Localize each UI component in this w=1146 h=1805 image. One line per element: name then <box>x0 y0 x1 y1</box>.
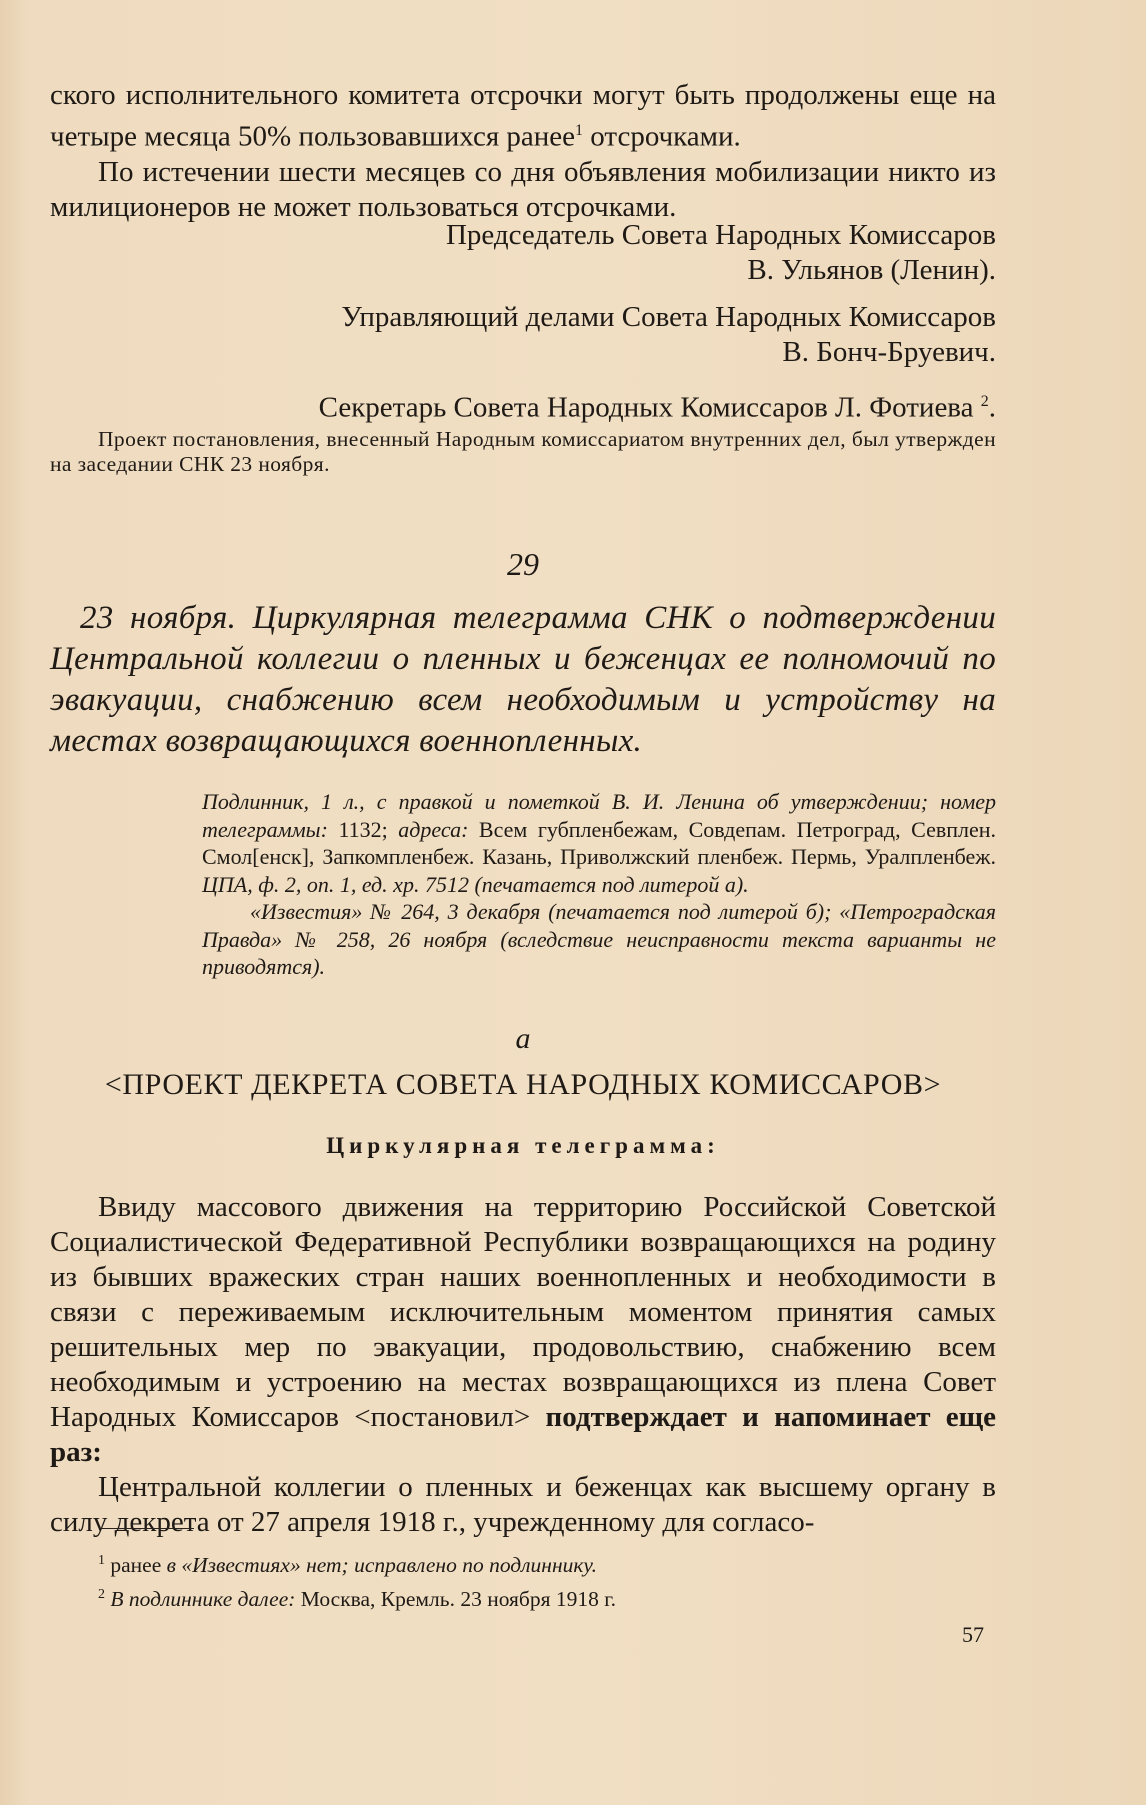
source-original: Подлинник, 1 л., с правкой и пометкой В. И. Ленина об утверждении; номер телеграммы: 1132; адреса: Всем губпленбежам, Совдепам. Петроград, Севплен. Смол[енск], Запкомпленбеж. Казань, Приволжский пленбеж. Пермь, Уралпленбеж. ЦПА, ф. 2, оп. 1, ед. хр. 7512 (печатается под литерой а). <box>202 789 997 897</box>
secretary-line: Секретарь Совета Народных Комиссаров Л. Фотиева $^2$. <box>318 391 996 424</box>
section-letter: а <box>515 1022 531 1055</box>
manager-title: Управляющий делами Совета Народных Комиссаров <box>341 301 996 333</box>
footnote-ref-1: 1 <box>575 122 584 139</box>
manager-name: В. Бонч-Бруевич. <box>782 336 996 368</box>
footnote-ref-2: 2 <box>980 393 989 410</box>
telegram-paragraph-1: Ввиду массового движения на территорию Российской Советской Социалистической Федеративной Республики возвращающихся на родину из бывших вражеских стран наших военнопленных и необходимости в связи с переживаемым исключительным моментом принятия самых решительных мер по эвакуации, продовольствию, снабжению всем необходимым и устроению на местах возвращающихся из плена Совет Народных Комиссаров <постановил> подтверждает и напоминает еще раз: <box>50 1191 996 1468</box>
telegram-body <box>50 1190 996 1540</box>
footnote-rule <box>100 1528 194 1529</box>
telegram-paragraph-2: Центральной коллегии о пленных и беженцах как высшему органу в силу декрета от 27 апреля 1918 г., учрежденному для согласо- <box>50 1471 996 1538</box>
page-number: 57 <box>962 1622 984 1647</box>
footnote-2: $^2$ В подлиннике далее: Москва, Кремль. 23 ноября 1918 г. <box>98 1587 617 1612</box>
project-heading: <ПРОЕКТ ДЕКРЕТА СОВЕТА НАРОДНЫХ КОМИССАРОВ> <box>104 1068 942 1101</box>
telegram-subtitle: Циркулярная телеграмма: <box>326 1133 720 1158</box>
signatures-block <box>50 218 996 426</box>
paragraph-continuation: ского исполнительного комитета отсрочки могут быть продолжены еще на четыре месяца 50% пользовавшихся ранее$^1$ отсрочками. <box>50 79 996 153</box>
document-number: 29 <box>507 546 539 582</box>
source-publications: «Известия» № 264, 3 декабря (печатается под литерой б); «Петроградская Правда» № 258, 26 ноября (вследствие неисправности текста варианты не приводятся). <box>202 899 996 979</box>
continuation-text <box>50 78 996 225</box>
chair-title: Председатель Совета Народных Комиссаров <box>445 219 996 251</box>
footnotes <box>50 1546 996 1614</box>
paragraph-deadline: По истечении шести месяцев со дня объявления мобилизации никто из милиционеров не может пользоваться отсрочками. <box>50 155 996 223</box>
editor-note: Проект постановления, внесенный Народным комиссариатом внутренних дел, был утвержден на заседании СНК 23 ноября. <box>50 427 996 476</box>
footnote-1: $^1$ ранее в «Известиях» нет; исправлено по подлиннику. <box>98 1553 597 1578</box>
struck-word: постановил <box>370 1401 514 1433</box>
source-notes <box>50 788 996 981</box>
document-title: 23 ноября. Циркулярная телеграмма СНК о подтверждении Центральной коллегии о пленных и беженцах ее полномочий по эвакуации, снабжению всем необходимым и устройству на местах возвращающихся военнопленных. <box>50 600 996 759</box>
chair-name: В. Ульянов (Ленин). <box>747 254 996 286</box>
